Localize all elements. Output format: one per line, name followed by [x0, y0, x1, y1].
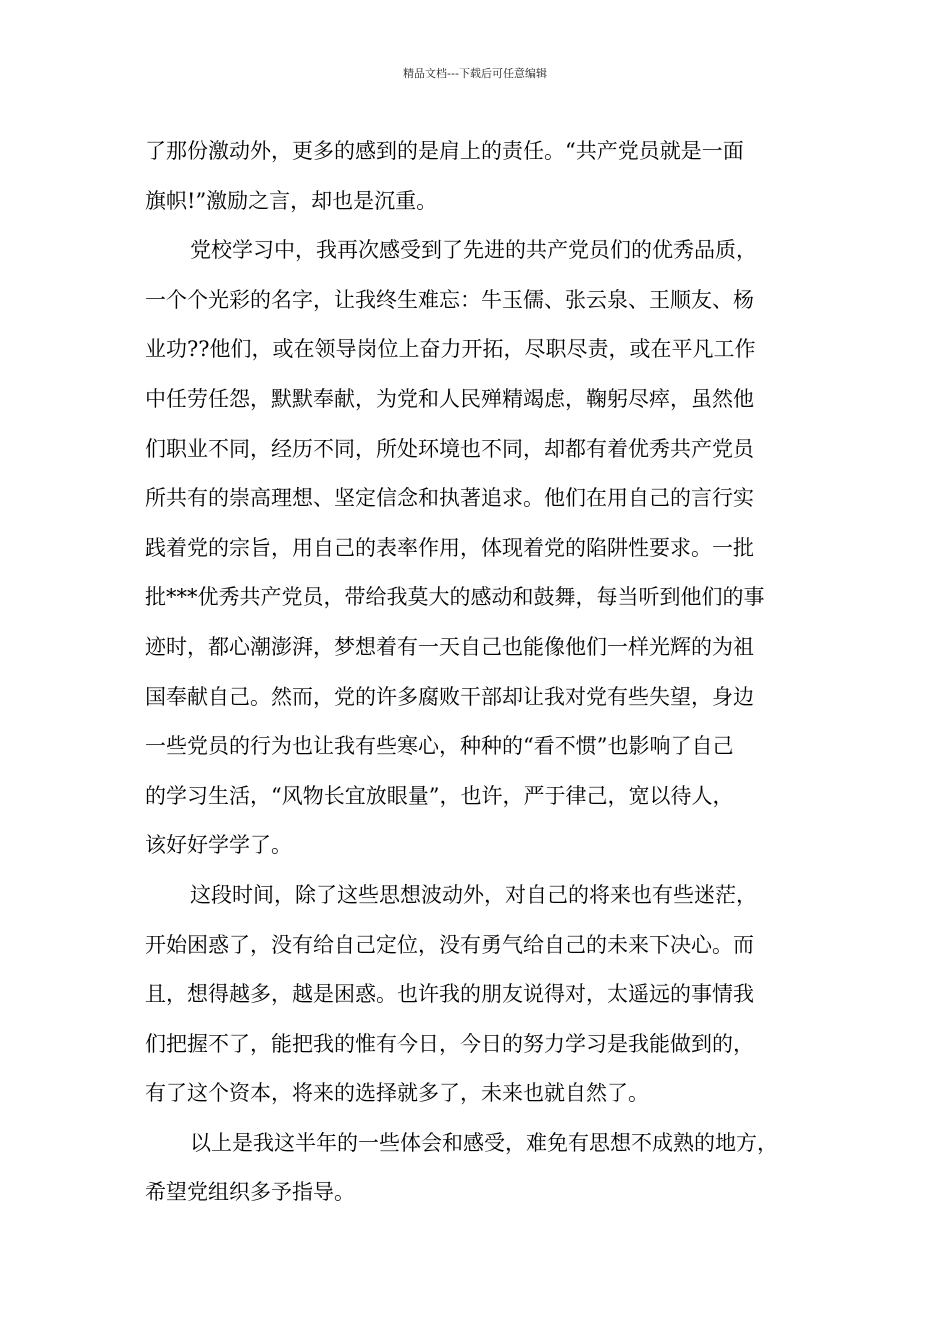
paragraph-4-line-2: 希望党组织多予指导。 [145, 1180, 355, 1205]
paragraph-3-line-5: 有了这个资本，将来的选择就多了，未来也就自然了。 [145, 1081, 649, 1106]
paragraph-2-line-11: 一些党员的行为也让我有些寒心，种种的“看不惯”也影响了自己 [145, 734, 734, 759]
paragraph-3-line-3: 且，想得越多，越是困惑。也许我的朋友说得对，太遥远的事情我 [145, 982, 754, 1007]
paragraph-3-line-4: 们把握不了，能把我的惟有今日，今日的努力学习是我能做到的， [145, 1031, 754, 1056]
paragraph-2-line-2: 一个个光彩的名字，让我终生难忘：牛玉儒、张云泉、王顺友、杨 [145, 287, 754, 312]
paragraph-2-line-10: 国奉献自己。然而，党的许多腐败干部却让我对党有些失望，身边 [145, 684, 754, 709]
paragraph-3-line-2: 开始困惑了，没有给自己定位，没有勇气给自己的未来下决心。而 [145, 932, 754, 957]
paragraph-2-line-1: 党校学习中，我再次感受到了先进的共产党员们的优秀品质， [190, 238, 757, 263]
paragraph-2-line-7: 践着党的宗旨，用自己的表率作用，体现着党的陷阱性要求。一批 [145, 535, 754, 560]
paragraph-2-line-3: 业功??他们，或在领导岗位上奋力开拓，尽职尽责，或在平凡工作 [145, 337, 756, 362]
paragraph-2-line-6: 所共有的崇高理想、坚定信念和执著追求。他们在用自己的言行实 [145, 486, 754, 511]
paragraph-4-line-1: 以上是我这半年的一些体会和感受，难免有思想不成熟的地方， [190, 1130, 778, 1155]
paragraph-1-line-2: 旗帜!”激励之言，却也是沉重。 [145, 188, 438, 213]
paragraph-1-line-1: 了那份激动外，更多的感到的是肩上的责任。“共产党员就是一面 [145, 139, 744, 163]
paragraph-2-line-9: 迹时，都心潮澎湃，梦想着有一天自己也能像他们一样光辉的为祖 [145, 634, 754, 659]
paragraph-3-line-1: 这段时间，除了这些思想波动外，对自己的将来也有些迷茫， [190, 882, 757, 907]
paragraph-2-line-5: 们职业不同，经历不同，所处环境也不同，却都有着优秀共产党员 [145, 436, 754, 461]
document-body [145, 127, 815, 1218]
paragraph-2-line-13: 该好好学学了。 [145, 833, 292, 858]
page-header: 精品文档---下载后可任意编辑 [403, 67, 547, 80]
paragraph-2-line-8: 批***优秀共产党员，带给我莫大的感动和鼓舞，每当听到他们的事 [145, 585, 765, 610]
paragraph-2-line-12: 的学习生活，“风物长宜放眼量”，也许，严于律己，宽以待人， [145, 783, 734, 808]
paragraph-2-line-4: 中任劳任怨，默默奉献，为党和人民殚精竭虑，鞠躬尽瘁，虽然他 [145, 386, 754, 411]
